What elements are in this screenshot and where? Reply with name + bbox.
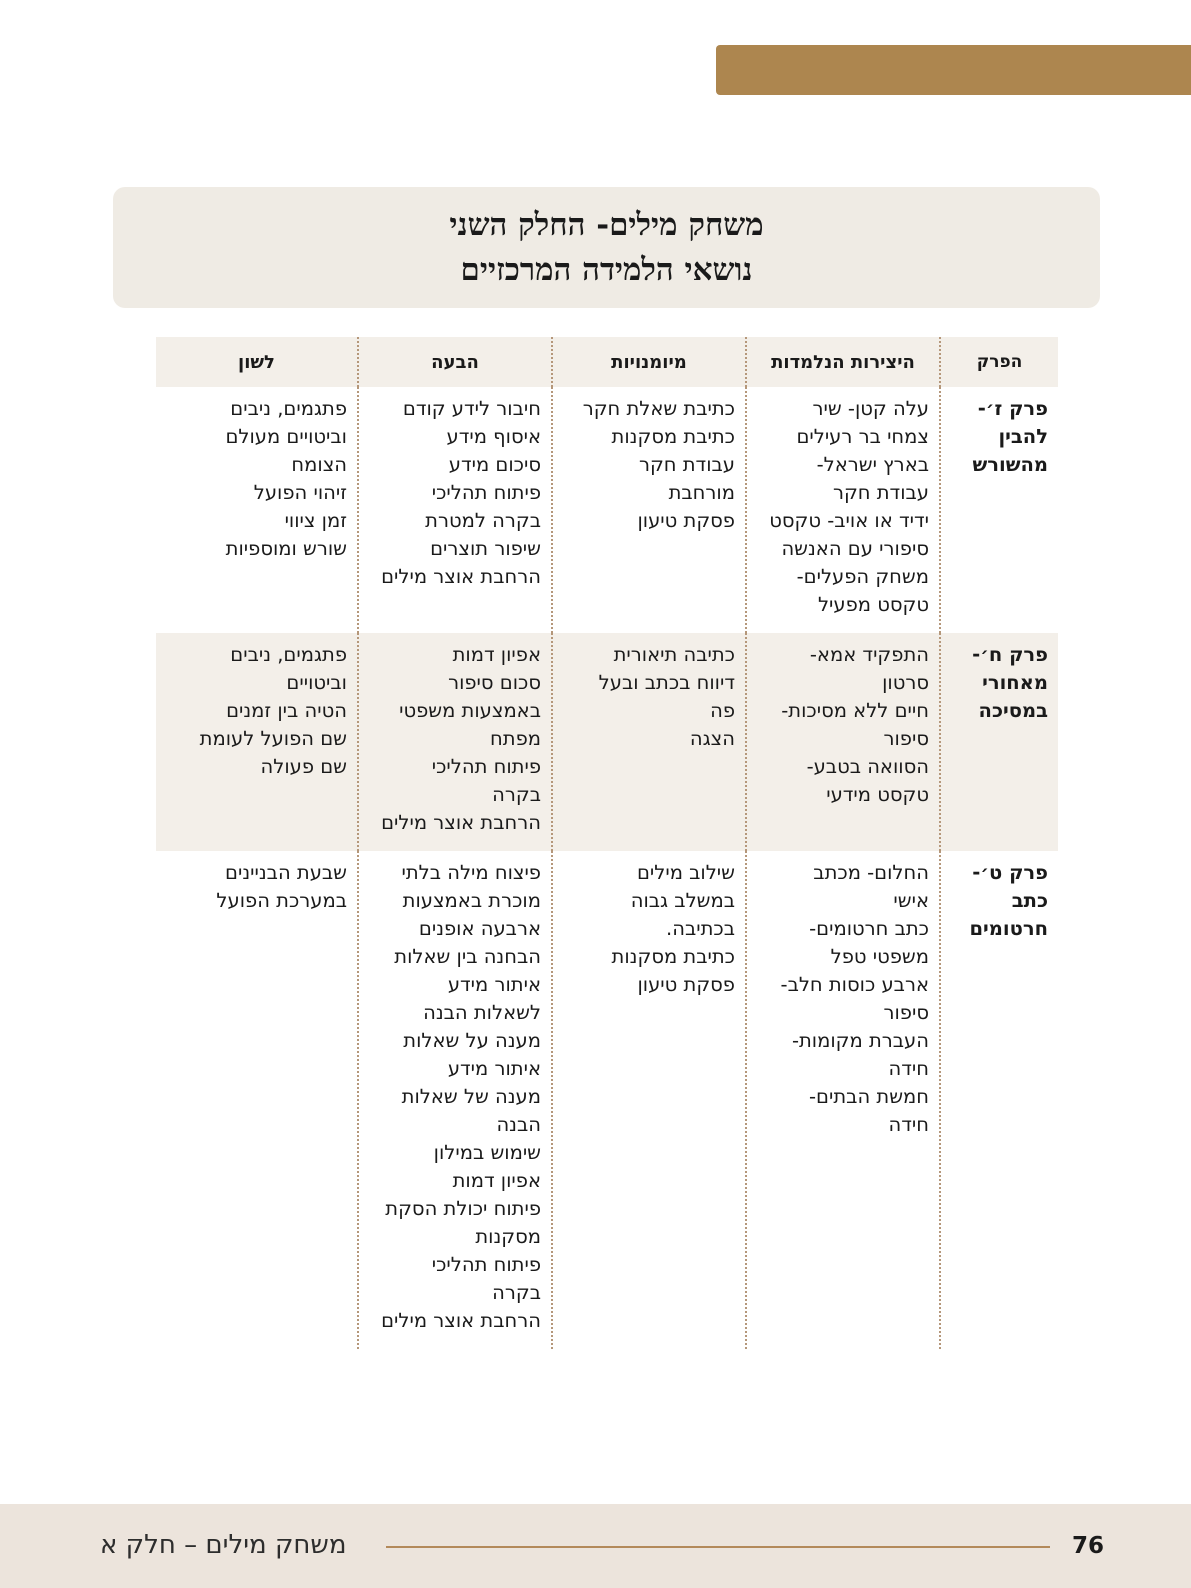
- cell-text-line: צמחי בר רעילים: [796, 425, 929, 448]
- cell-text-line: אפיון דמות: [452, 1169, 541, 1192]
- cell-text-line: במסיכה: [978, 699, 1048, 722]
- table-row: [156, 633, 1058, 851]
- cell-text-line: איתור מידע: [447, 973, 541, 996]
- cell-text-line: בארץ ישראל-: [816, 453, 929, 476]
- cell-text-line: חידה: [888, 1057, 929, 1080]
- cell-text-line: דיווח בכתב ובעל: [598, 671, 735, 694]
- cell-text-line: זיהוי הפועל: [253, 481, 347, 504]
- cell-text-line: זמן ציווי: [284, 509, 347, 532]
- page-number: 76: [1072, 1533, 1105, 1559]
- cell-text-line: מפתח: [490, 727, 541, 750]
- cell-text-line: פסקת טיעון: [637, 973, 735, 996]
- cell-text-line: באמצעות משפטי: [399, 699, 541, 722]
- works-cell: [746, 633, 940, 851]
- cell-text-line: חיבור לידע קודם: [402, 397, 541, 420]
- cell-text-line: בכתיבה.: [666, 917, 735, 940]
- cell-text-line: כתיבה תיאורית: [613, 643, 735, 666]
- topics-table: [156, 337, 1058, 1349]
- cell-text-line: טקסט מפעיל: [817, 593, 929, 616]
- cell-text-line: כתב חרטומים-: [809, 917, 929, 940]
- cell-text-line: הצגה: [689, 727, 735, 750]
- cell-text-line: בקרה: [492, 1281, 541, 1304]
- cell-text-line: פה: [710, 699, 735, 722]
- column-header-skills: מיומנויות: [552, 337, 746, 387]
- cell-text-line: שימוש במילון: [433, 1141, 541, 1164]
- cell-text-line: סיכום מידע: [448, 453, 541, 476]
- cell-text-line: אישי: [893, 889, 929, 912]
- column-header-chapter: הפרק: [940, 337, 1058, 387]
- cell-text-line: הרחבת אוצר מילים: [381, 565, 541, 588]
- cell-text-line: משחק הפעלים-: [796, 565, 929, 588]
- skills-cell: [552, 633, 746, 851]
- expression-cell: [358, 387, 552, 633]
- cell-text-line: עבודת חקר: [832, 481, 929, 504]
- footer-rule: [386, 1546, 1050, 1548]
- table-row: [156, 851, 1058, 1349]
- expression-cell: [358, 633, 552, 851]
- cell-text-line: משפטי טפל: [830, 945, 929, 968]
- chapter-cell: [940, 633, 1058, 851]
- cell-text-line: שבעת הבניינים: [225, 861, 347, 884]
- chapter-cell: [940, 387, 1058, 633]
- cell-text-line: בקרה למטרת: [425, 509, 541, 532]
- cell-text-line: חידה: [888, 1113, 929, 1136]
- cell-text-line: הבנה: [496, 1113, 541, 1136]
- cell-text-line: מאחורי: [982, 671, 1048, 694]
- cell-text-line: סיפורי עם האנשה: [781, 537, 929, 560]
- cell-text-line: סיפור: [883, 727, 929, 750]
- top-decorative-bar: [716, 45, 1191, 95]
- cell-text-line: הרחבת אוצר מילים: [381, 811, 541, 834]
- cell-text-line: פיתוח תהליכי: [431, 1253, 541, 1276]
- cell-text-line: במערכת הפועל: [216, 889, 347, 912]
- column-header-expression: הבעה: [358, 337, 552, 387]
- cell-text-line: כתיבת מסקנות: [611, 425, 735, 448]
- cell-text-line: פרק ז׳-: [977, 397, 1048, 420]
- cell-text-line: כתיבת שאלת חקר: [582, 397, 735, 420]
- cell-text-line: וביטויים: [286, 671, 347, 694]
- skills-cell: [552, 387, 746, 633]
- cell-text-line: הטיה בין זמנים: [226, 699, 347, 722]
- cell-text-line: להבין: [998, 425, 1048, 448]
- cell-text-line: פיצוח מילה בלתי: [401, 861, 541, 884]
- title-box: [113, 187, 1100, 308]
- cell-text-line: שם הפועל לעומת: [199, 727, 347, 750]
- cell-text-line: אפיון דמות: [452, 643, 541, 666]
- works-cell: [746, 851, 940, 1349]
- table-row: [156, 387, 1058, 633]
- cell-text-line: פיתוח יכולת הסקת: [385, 1197, 541, 1220]
- cell-text-line: מענה על שאלות: [403, 1029, 541, 1052]
- cell-text-line: סיפור: [883, 1001, 929, 1024]
- cell-text-line: איתור מידע: [447, 1057, 541, 1080]
- footer-book-title: משחק מילים – חלק א: [100, 1530, 347, 1560]
- cell-text-line: סרטון: [882, 671, 929, 694]
- cell-text-line: פרק ט׳-: [972, 861, 1048, 884]
- cell-text-line: מוכרת באמצעות: [402, 889, 541, 912]
- cell-text-line: פסקת טיעון: [637, 509, 735, 532]
- cell-text-line: ארבעה אופנים: [418, 917, 541, 940]
- cell-text-line: חמשת הבתים-: [809, 1085, 929, 1108]
- skills-cell: [552, 851, 746, 1349]
- cell-text-line: טקסט מידעי: [826, 783, 929, 806]
- cell-text-line: ארבע כוסות חלב-: [780, 973, 929, 996]
- column-header-works: היצירות הנלמדות: [746, 337, 940, 387]
- cell-text-line: מהשורש: [972, 453, 1048, 476]
- cell-text-line: פיתוח תהליכי: [431, 481, 541, 504]
- chapter-cell: [940, 851, 1058, 1349]
- cell-text-line: התפקיד אמא-: [809, 643, 929, 666]
- language-cell: [156, 633, 358, 851]
- cell-text-line: פרק ח׳-: [972, 643, 1048, 666]
- cell-text-line: מענה של שאלות: [401, 1085, 541, 1108]
- cell-text-line: העברת מקומות-: [791, 1029, 929, 1052]
- page-title: משחק מילים- החלק השני: [449, 206, 764, 243]
- language-cell: [156, 387, 358, 633]
- cell-text-line: פיתוח תהליכי: [431, 755, 541, 778]
- table-header-row: [156, 337, 1058, 387]
- cell-text-line: מסקנות: [475, 1225, 541, 1248]
- cell-text-line: שילוב מילים: [636, 861, 735, 884]
- cell-text-line: ידיד או אויב- טקסט: [769, 509, 929, 532]
- cell-text-line: שורש ומוספיות: [225, 537, 347, 560]
- cell-text-line: איסוף מידע: [446, 425, 541, 448]
- cell-text-line: הצומח: [291, 453, 347, 476]
- cell-text-line: שם פעולה: [260, 755, 347, 778]
- cell-text-line: וביטויים מעולם: [225, 425, 347, 448]
- page-subtitle: נושאי הלמידה המרכזיים: [460, 251, 753, 288]
- cell-text-line: לשאלות הבנה: [423, 1001, 541, 1024]
- cell-text-line: סכום סיפור: [448, 671, 541, 694]
- language-cell: [156, 851, 358, 1349]
- column-header-language: לשון: [156, 337, 358, 387]
- cell-text-line: שיפור תוצרים: [430, 537, 541, 560]
- cell-text-line: כתיבת מסקנות: [611, 945, 735, 968]
- expression-cell: [358, 851, 552, 1349]
- cell-text-line: כתב: [1011, 889, 1048, 912]
- cell-text-line: מורחבת: [668, 481, 735, 504]
- cell-text-line: חיים ללא מסיכות-: [781, 699, 929, 722]
- cell-text-line: חרטומים: [969, 917, 1048, 940]
- cell-text-line: הסוואה בטבע-: [806, 755, 929, 778]
- cell-text-line: בקרה: [492, 783, 541, 806]
- cell-text-line: פתגמים, ניבים: [230, 397, 347, 420]
- cell-text-line: במשלב גבוה: [630, 889, 735, 912]
- cell-text-line: הרחבת אוצר מילים: [381, 1309, 541, 1332]
- cell-text-line: עבודת חקר: [638, 453, 735, 476]
- works-cell: [746, 387, 940, 633]
- cell-text-line: עלה קטן- שיר: [812, 397, 929, 420]
- cell-text-line: פתגמים, ניבים: [230, 643, 347, 666]
- cell-text-line: הבחנה בין שאלות: [394, 945, 541, 968]
- cell-text-line: החלום- מכתב: [813, 861, 929, 884]
